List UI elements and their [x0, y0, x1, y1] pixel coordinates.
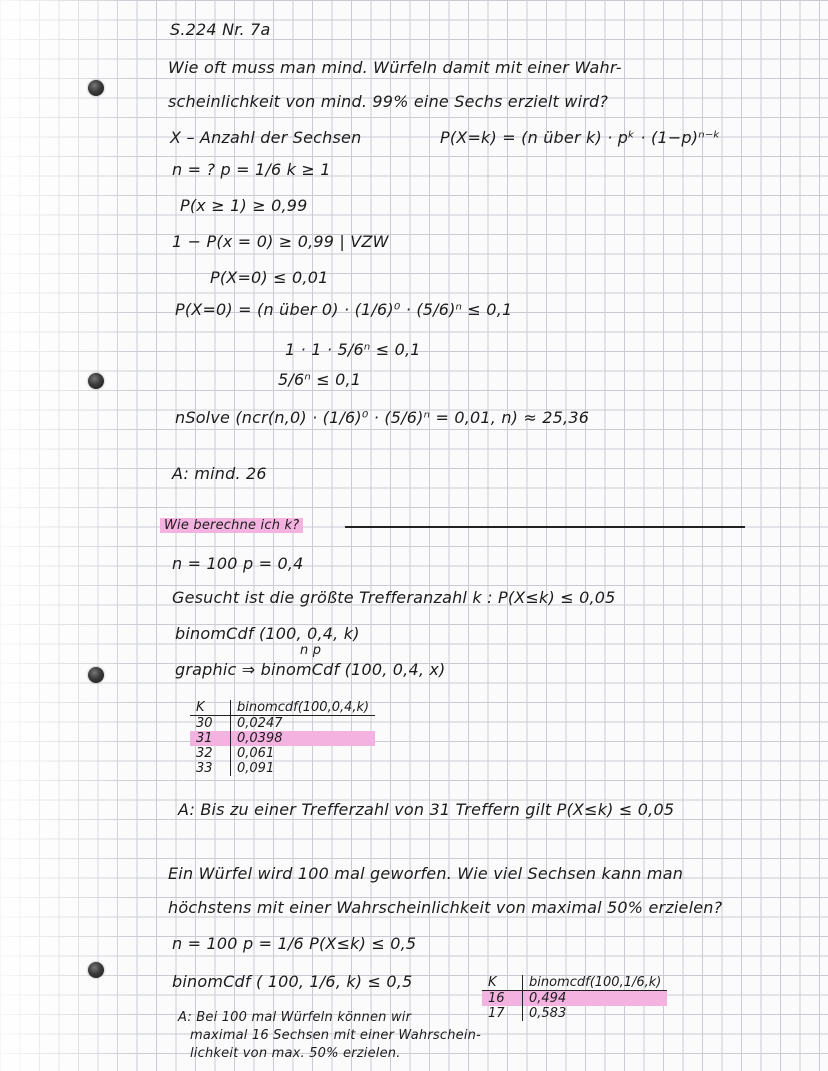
cell-value: 0,0247	[237, 716, 283, 731]
answer-2: A: Bis zu einer Trefferzahl von 31 Treffern gilt P(X≤k) ≤ 0,05	[178, 800, 675, 819]
exercise-heading: S.224 Nr. 7a	[170, 20, 271, 39]
margin-shade	[0, 0, 140, 1071]
section-heading	[160, 518, 303, 533]
table-header	[190, 700, 375, 716]
table-header	[482, 975, 667, 991]
value-table-2	[482, 975, 667, 1021]
punch-hole	[88, 80, 104, 96]
question-line-2: höchstens mit einer Wahrscheinlichkeit von maximal 50% erzielen?	[168, 898, 723, 917]
parameters: n = 100 p = 1/6 P(X≤k) ≤ 0,5	[172, 934, 417, 953]
sought-statement: Gesucht ist die größte Trefferanzahl k : P(X≤k) ≤ 0,05	[172, 588, 616, 607]
value-table	[190, 700, 375, 776]
cell-value: 0,583	[529, 1006, 567, 1021]
variable-definition: X – Anzahl der Sechsen	[170, 128, 362, 147]
parameters: n = 100 p = 0,4	[172, 554, 304, 573]
heading-highlight: Wie berechne ich k?	[160, 518, 303, 533]
step-3: P(X=0) ≤ 0,01	[210, 268, 329, 287]
table-row	[190, 746, 375, 761]
punch-hole	[88, 373, 104, 389]
cell-k: 17	[482, 1006, 523, 1021]
table-row	[190, 761, 375, 776]
nsolve-step: nSolve (ncr(n,0) · (1/6)⁰ · (5/6)ⁿ = 0,01, n) ≈ 25,36	[175, 408, 590, 427]
punch-hole	[88, 667, 104, 683]
parameter-annotation: n p	[300, 643, 322, 658]
answer-1: A: mind. 26	[172, 464, 267, 483]
step-5: 1 · 1 · 5/6ⁿ ≤ 0,1	[285, 340, 421, 359]
question-line-1: Ein Würfel wird 100 mal geworfen. Wie viel Sechsen kann man	[168, 864, 684, 883]
divider-line	[345, 526, 745, 528]
column-k: K	[482, 975, 523, 991]
parameters: n = ? p = 1/6 k ≥ 1	[172, 160, 331, 179]
answer-line-1: A: Bei 100 mal Würfeln können wir	[178, 1010, 412, 1025]
cell-k: 30	[190, 716, 231, 732]
question-line-1: Wie oft muss man mind. Würfeln damit mit einer Wahr-	[168, 58, 622, 77]
cell-k: 31	[190, 731, 231, 746]
table-row-highlighted	[190, 731, 375, 746]
column-k: K	[190, 700, 231, 716]
cell-value: 0,494	[523, 991, 668, 1007]
graphic-step: graphic ⇒ binomCdf (100, 0,4, x)	[175, 660, 446, 679]
question-line-2: scheinlichkeit von mind. 99% eine Sechs erzielt wird?	[168, 92, 609, 111]
cell-k: 32	[190, 746, 231, 761]
step-4: P(X=0) = (n über 0) · (1/6)⁰ · (5/6)ⁿ ≤ 0,1	[175, 300, 513, 319]
cell-value: 0,091	[237, 761, 275, 776]
table-row	[190, 716, 375, 732]
binomcdf-expression: binomCdf (100, 0,4, k)	[175, 624, 360, 643]
table-row-highlighted	[482, 991, 667, 1007]
step-2: 1 − P(x = 0) ≥ 0,99 | VZW	[172, 232, 389, 251]
answer-line-2: maximal 16 Sechsen mit einer Wahrschein-	[190, 1028, 481, 1043]
binomcdf-expression: binomCdf ( 100, 1/6, k) ≤ 0,5	[172, 972, 413, 991]
binomial-formula: P(X=k) = (n über k) · pᵏ · (1−p)ⁿ⁻ᵏ	[440, 128, 721, 147]
table-row	[482, 1006, 667, 1021]
answer-line-3: lichkeit von max. 50% erzielen.	[190, 1046, 401, 1061]
column-binomcdf: binomcdf(100,1/6,k)	[523, 975, 668, 991]
step-1: P(x ≥ 1) ≥ 0,99	[180, 196, 308, 215]
step-6: 5/6ⁿ ≤ 0,1	[278, 370, 362, 389]
cell-value: 0,0398	[231, 731, 376, 746]
cell-k: 16	[482, 991, 523, 1007]
cell-k: 33	[190, 761, 231, 776]
cell-value: 0,061	[237, 746, 275, 761]
punch-hole	[88, 962, 104, 978]
column-binomcdf: binomcdf(100,0,4,k)	[231, 700, 376, 716]
